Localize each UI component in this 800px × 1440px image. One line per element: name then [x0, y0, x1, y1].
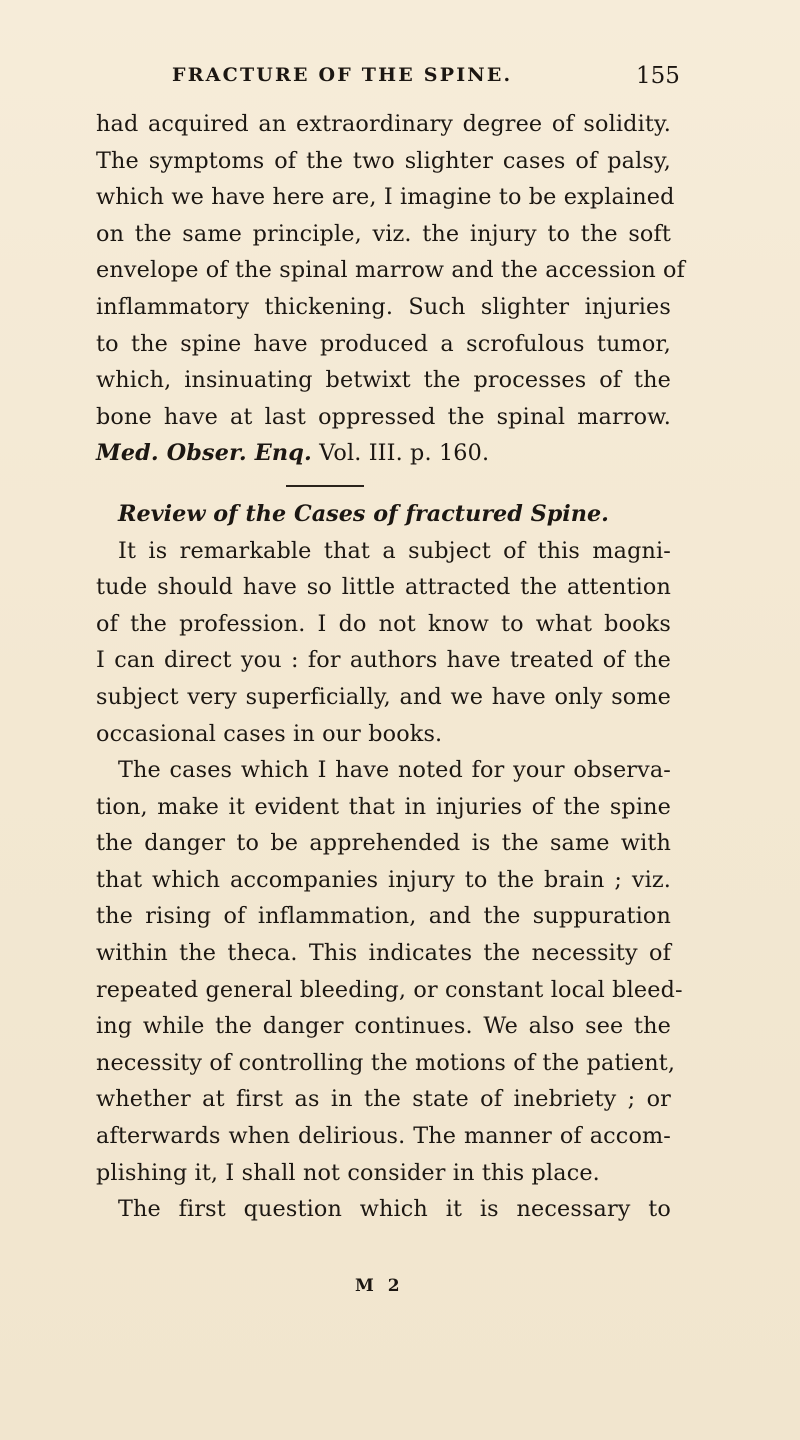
citation-reference: Vol. III. p. 160. [311, 440, 490, 467]
running-head [0, 64, 800, 94]
text-line: had acquired an extraordinary degree of solidity. [96, 111, 671, 137]
section-heading: Review of the Cases of fractured Spine. [118, 500, 609, 527]
text-line: The symptoms of the two slighter cases of palsy, [96, 147, 671, 174]
running-head-title: FRACTURE OF THE SPINE. [172, 64, 513, 86]
text-line: tion, make it evident that in injuries of the spine [96, 793, 671, 820]
text-line: It is remarkable that a subject of this magni- [118, 537, 671, 564]
text-line: whether at first as in the state of inebriety ; or [96, 1086, 671, 1113]
text-line: envelope of the spinal marrow and the accession of [96, 257, 686, 284]
text-line: on the same principle, viz. the injury to the soft [96, 220, 671, 247]
text-line: the rising of inflammation, and the suppuration [96, 903, 671, 930]
text-line: to the spine have produced a scrofulous tumor, [96, 330, 671, 357]
section-divider [96, 472, 671, 496]
text-line: ing while the danger continues. We also see the [96, 1013, 671, 1040]
page-number: 155 [636, 63, 680, 89]
text-line: The cases which I have noted for your observa- [118, 757, 671, 784]
text-line: of the profession. I do not know to what books [96, 610, 671, 637]
text-line: that which accompanies injury to the brain ; viz. [96, 866, 671, 893]
text-line: the danger to be apprehended is the same with [96, 830, 671, 857]
text-line: plishing it, I shall not consider in this place. [96, 1159, 600, 1186]
text-line: The first question which it is necessary to [118, 1196, 671, 1223]
text-line: inflammatory thickening. Such slighter injuries [96, 293, 671, 320]
text-line: which we have here are, I imagine to be explained [96, 184, 675, 211]
citation-line [96, 435, 671, 472]
signature-mark: M 2 [355, 1276, 404, 1296]
citation-source: Med. Obser. Enq. [96, 440, 312, 467]
text-line: within the theca. This indicates the necessity of [96, 940, 671, 967]
text-line: which, insinuating betwixt the processes of the [96, 367, 671, 394]
text-line: repeated general bleeding, or constant local bleed- [96, 976, 683, 1003]
body-text [96, 106, 686, 1228]
text-line: afterwards when delirious. The manner of accom- [96, 1123, 671, 1150]
divider-rule [286, 485, 364, 487]
text-line: subject very superficially, and we have only some [96, 683, 671, 710]
text-line: I can direct you : for authors have treated of the [96, 647, 671, 674]
text-line: necessity of controlling the motions of the patient, [96, 1049, 676, 1076]
text-line: bone have at last oppressed the spinal marrow. [96, 403, 671, 430]
text-line: occasional cases in our books. [96, 720, 443, 747]
text-line: tude should have so little attracted the attention [96, 574, 671, 601]
